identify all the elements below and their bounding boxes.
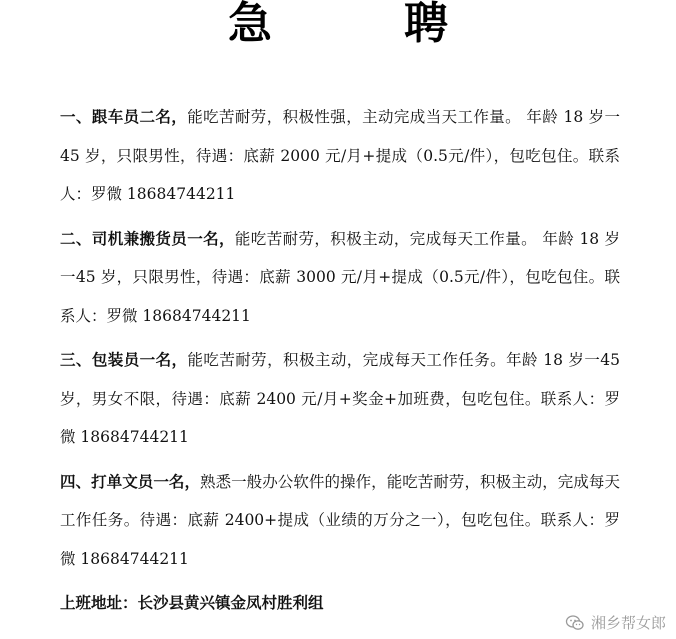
job-item-1-head: 一、跟车员二名， [60,107,188,126]
job-item-3-head: 三、包装员一名， [60,350,188,369]
job-item-4-head: 四、打单文员一名， [60,471,201,491]
watermark [565,612,666,633]
job-item-4 [60,463,620,579]
job-item-1 [60,98,620,214]
job-item-1-body: 能吃苦耐劳，积极性强，主动完成当天工作量。 年龄 18 岁一 45 岁，只限男性，待遇：底薪 2000 元/月+提成（0.5元/件），包吃包住。联系人：罗微 18684744211 [60,108,620,203]
job-list [60,98,620,623]
job-item-4-body: 熟悉一般办公软件的操作，能吃苦耐劳，积极主动，完成每天工作任务。待遇：底薪 2400+提成（业绩的万分之一），包吃包住。联系人：罗微 18684744211 [60,472,620,568]
watermark-text: 湘乡帮女郎 [590,614,666,632]
page-title: 急 聘 [228,0,492,49]
wechat-icon [565,614,585,632]
job-item-3-body: 能吃苦耐劳，积极主动，完成每天工作任务。年龄 18 岁一45 岁，男女不限，待遇：底薪 2400 元/月+奖金+加班费，包吃包住。联系人：罗微 18684744211 [60,351,620,446]
job-item-2-head: 二、司机兼搬货员一名， [60,228,235,248]
job-item-2-body: 能吃苦耐劳，积极主动，完成每天工作量。 年龄 18 岁一45 岁，只限男性，待遇：底薪 3000 元/月+提成（0.5元/件），包吃包住。联系人：罗微 18684744211 [60,229,620,325]
job-item-3 [60,341,620,457]
job-item-2 [60,220,620,336]
work-address: 上班地址：长沙县黄兴镇金凤村胜利组 [60,593,324,612]
